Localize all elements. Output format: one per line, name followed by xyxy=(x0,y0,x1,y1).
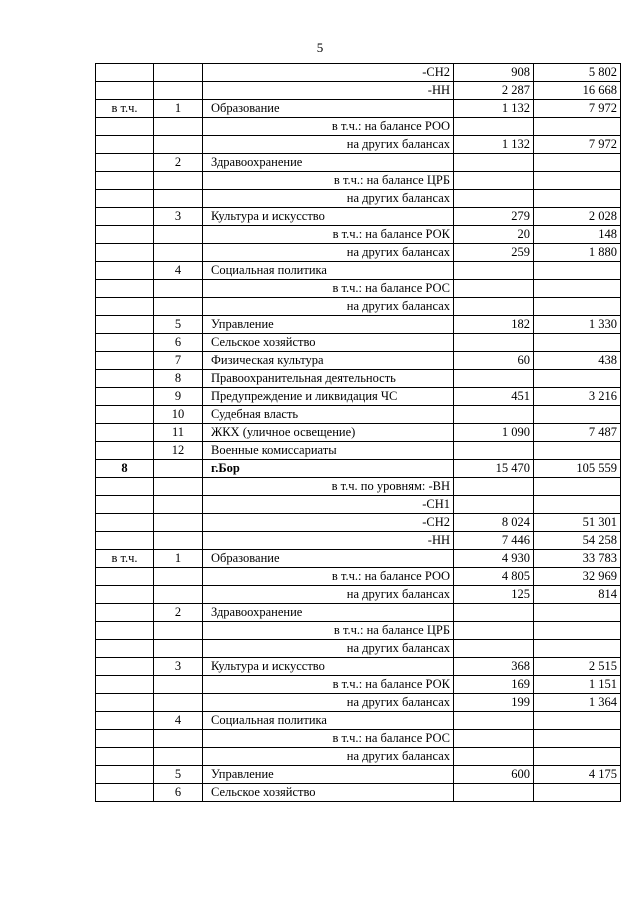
row-value-1-cell: 279 xyxy=(454,208,534,226)
row-label-cell: -НН xyxy=(203,532,454,550)
row-prefix-cell xyxy=(96,172,154,190)
table-row xyxy=(96,532,621,550)
row-prefix-cell xyxy=(96,190,154,208)
row-prefix-cell xyxy=(96,82,154,100)
row-number-cell xyxy=(154,190,203,208)
row-label-cell: Военные комиссариаты xyxy=(203,442,454,460)
row-value-1-cell: 15 470 xyxy=(454,460,534,478)
row-value-1-cell: 2 287 xyxy=(454,82,534,100)
table-row xyxy=(96,352,621,370)
row-prefix-cell xyxy=(96,424,154,442)
row-value-1-cell xyxy=(454,496,534,514)
row-value-2-cell xyxy=(534,442,621,460)
row-value-1-cell xyxy=(454,118,534,136)
row-value-2-cell xyxy=(534,370,621,388)
row-number-cell: 3 xyxy=(154,208,203,226)
row-value-1-cell xyxy=(454,640,534,658)
row-label-cell: в т.ч.: на балансе РОО xyxy=(203,118,454,136)
table-row xyxy=(96,136,621,154)
row-prefix-cell xyxy=(96,118,154,136)
row-prefix-cell xyxy=(96,280,154,298)
row-number-cell: 6 xyxy=(154,334,203,352)
row-value-2-cell xyxy=(534,784,621,802)
row-label-cell: -НН xyxy=(203,82,454,100)
row-value-2-cell xyxy=(534,496,621,514)
row-number-cell xyxy=(154,172,203,190)
row-prefix-cell: в т.ч. xyxy=(96,550,154,568)
row-value-1-cell: 169 xyxy=(454,676,534,694)
row-value-2-cell xyxy=(534,154,621,172)
table-row xyxy=(96,244,621,262)
row-value-2-cell xyxy=(534,172,621,190)
row-label-cell: в т.ч.: на балансе РОС xyxy=(203,280,454,298)
row-number-cell: 6 xyxy=(154,784,203,802)
row-value-2-cell: 7 487 xyxy=(534,424,621,442)
table-row xyxy=(96,478,621,496)
row-number-cell: 4 xyxy=(154,712,203,730)
row-number-cell xyxy=(154,478,203,496)
row-prefix-cell xyxy=(96,262,154,280)
table-row xyxy=(96,64,621,82)
row-label-cell: в т.ч.: на балансе РОК xyxy=(203,676,454,694)
row-value-1-cell xyxy=(454,784,534,802)
row-prefix-cell xyxy=(96,622,154,640)
table-row xyxy=(96,154,621,172)
table-row xyxy=(96,730,621,748)
row-label-cell: Физическая культура xyxy=(203,352,454,370)
row-number-cell: 5 xyxy=(154,766,203,784)
row-prefix-cell xyxy=(96,604,154,622)
row-value-1-cell: 7 446 xyxy=(454,532,534,550)
row-value-1-cell xyxy=(454,478,534,496)
table-row xyxy=(96,712,621,730)
table-row xyxy=(96,208,621,226)
row-value-1-cell: 1 132 xyxy=(454,136,534,154)
row-value-2-cell: 438 xyxy=(534,352,621,370)
table-row xyxy=(96,424,621,442)
row-number-cell: 5 xyxy=(154,316,203,334)
row-value-1-cell xyxy=(454,154,534,172)
row-number-cell xyxy=(154,748,203,766)
table-row xyxy=(96,658,621,676)
row-label-cell: на других балансах xyxy=(203,136,454,154)
row-number-cell xyxy=(154,532,203,550)
row-number-cell: 8 xyxy=(154,370,203,388)
row-prefix-cell xyxy=(96,136,154,154)
row-prefix-cell xyxy=(96,730,154,748)
row-prefix-cell: в т.ч. xyxy=(96,100,154,118)
row-value-2-cell xyxy=(534,262,621,280)
row-label-cell: на других балансах xyxy=(203,244,454,262)
table-body xyxy=(96,64,621,802)
row-prefix-cell xyxy=(96,388,154,406)
row-label-cell: Управление xyxy=(203,316,454,334)
row-label-cell: Управление xyxy=(203,766,454,784)
row-value-2-cell: 7 972 xyxy=(534,100,621,118)
row-label-cell: Культура и искусство xyxy=(203,658,454,676)
row-value-1-cell xyxy=(454,370,534,388)
row-prefix-cell xyxy=(96,586,154,604)
row-value-2-cell xyxy=(534,478,621,496)
row-number-cell: 2 xyxy=(154,154,203,172)
row-value-2-cell xyxy=(534,280,621,298)
table-row xyxy=(96,568,621,586)
row-number-cell xyxy=(154,64,203,82)
row-number-cell xyxy=(154,676,203,694)
table-row xyxy=(96,262,621,280)
row-value-1-cell xyxy=(454,442,534,460)
row-prefix-cell xyxy=(96,334,154,352)
row-label-cell: в т.ч.: на балансе ЦРБ xyxy=(203,172,454,190)
row-label-cell: в т.ч.: на балансе РОС xyxy=(203,730,454,748)
row-number-cell: 1 xyxy=(154,100,203,118)
row-label-cell: на других балансах xyxy=(203,190,454,208)
row-prefix-cell xyxy=(96,568,154,586)
row-value-1-cell: 908 xyxy=(454,64,534,82)
row-value-2-cell: 32 969 xyxy=(534,568,621,586)
row-label-cell: Предупреждение и ликвидация ЧС xyxy=(203,388,454,406)
row-label-cell: Образование xyxy=(203,100,454,118)
row-number-cell xyxy=(154,298,203,316)
row-value-2-cell: 3 216 xyxy=(534,388,621,406)
row-number-cell xyxy=(154,640,203,658)
table-row xyxy=(96,622,621,640)
row-prefix-cell xyxy=(96,226,154,244)
row-value-2-cell: 814 xyxy=(534,586,621,604)
row-number-cell: 2 xyxy=(154,604,203,622)
row-value-2-cell: 2 028 xyxy=(534,208,621,226)
row-value-2-cell xyxy=(534,748,621,766)
table-row xyxy=(96,334,621,352)
row-value-2-cell: 1 151 xyxy=(534,676,621,694)
row-value-2-cell xyxy=(534,712,621,730)
row-value-1-cell xyxy=(454,712,534,730)
row-number-cell xyxy=(154,568,203,586)
table-row xyxy=(96,280,621,298)
row-prefix-cell: 8 xyxy=(96,460,154,478)
row-value-2-cell: 54 258 xyxy=(534,532,621,550)
row-value-2-cell: 5 802 xyxy=(534,64,621,82)
row-value-2-cell xyxy=(534,622,621,640)
row-number-cell xyxy=(154,694,203,712)
row-value-1-cell xyxy=(454,172,534,190)
row-label-cell: Здравоохранение xyxy=(203,604,454,622)
table-row xyxy=(96,370,621,388)
row-number-cell xyxy=(154,118,203,136)
row-prefix-cell xyxy=(96,442,154,460)
row-prefix-cell xyxy=(96,532,154,550)
table-row xyxy=(96,604,621,622)
table-row xyxy=(96,496,621,514)
table-row xyxy=(96,766,621,784)
row-prefix-cell xyxy=(96,694,154,712)
row-number-cell xyxy=(154,730,203,748)
row-value-2-cell xyxy=(534,406,621,424)
row-number-cell xyxy=(154,514,203,532)
row-prefix-cell xyxy=(96,640,154,658)
row-value-1-cell: 182 xyxy=(454,316,534,334)
row-number-cell: 9 xyxy=(154,388,203,406)
row-value-2-cell xyxy=(534,730,621,748)
row-value-2-cell xyxy=(534,298,621,316)
row-prefix-cell xyxy=(96,676,154,694)
row-number-cell xyxy=(154,226,203,244)
row-label-cell: Сельское хозяйство xyxy=(203,334,454,352)
row-prefix-cell xyxy=(96,784,154,802)
row-value-1-cell xyxy=(454,622,534,640)
row-value-1-cell: 125 xyxy=(454,586,534,604)
row-value-1-cell: 8 024 xyxy=(454,514,534,532)
row-label-cell: Судебная власть xyxy=(203,406,454,424)
row-value-2-cell xyxy=(534,604,621,622)
row-prefix-cell xyxy=(96,496,154,514)
row-value-1-cell: 4 930 xyxy=(454,550,534,568)
row-prefix-cell xyxy=(96,406,154,424)
row-label-cell: Образование xyxy=(203,550,454,568)
row-value-2-cell: 7 972 xyxy=(534,136,621,154)
row-number-cell xyxy=(154,460,203,478)
row-value-1-cell xyxy=(454,298,534,316)
table-row xyxy=(96,82,621,100)
table-row xyxy=(96,640,621,658)
row-number-cell xyxy=(154,622,203,640)
row-value-1-cell xyxy=(454,334,534,352)
row-value-1-cell: 60 xyxy=(454,352,534,370)
row-value-1-cell xyxy=(454,262,534,280)
row-number-cell xyxy=(154,82,203,100)
row-prefix-cell xyxy=(96,244,154,262)
row-value-1-cell xyxy=(454,406,534,424)
row-label-cell: на других балансах xyxy=(203,694,454,712)
row-prefix-cell xyxy=(96,658,154,676)
row-value-2-cell: 148 xyxy=(534,226,621,244)
table-row xyxy=(96,514,621,532)
row-label-cell: -СН2 xyxy=(203,64,454,82)
row-label-cell: в т.ч.: на балансе РОО xyxy=(203,568,454,586)
row-label-cell: на других балансах xyxy=(203,298,454,316)
row-number-cell: 12 xyxy=(154,442,203,460)
row-label-cell: Здравоохранение xyxy=(203,154,454,172)
row-label-cell: в т.ч.: на балансе РОК xyxy=(203,226,454,244)
table-row xyxy=(96,694,621,712)
row-prefix-cell xyxy=(96,514,154,532)
table-row xyxy=(96,748,621,766)
row-label-cell: -СН2 xyxy=(203,514,454,532)
table-row xyxy=(96,676,621,694)
row-value-1-cell xyxy=(454,748,534,766)
row-label-cell: ЖКХ (уличное освещение) xyxy=(203,424,454,442)
row-number-cell: 11 xyxy=(154,424,203,442)
row-number-cell xyxy=(154,136,203,154)
row-value-1-cell xyxy=(454,280,534,298)
row-prefix-cell xyxy=(96,208,154,226)
row-value-1-cell: 259 xyxy=(454,244,534,262)
row-value-1-cell xyxy=(454,730,534,748)
row-value-1-cell: 20 xyxy=(454,226,534,244)
table-row xyxy=(96,784,621,802)
row-value-2-cell: 4 175 xyxy=(534,766,621,784)
row-value-1-cell: 1 090 xyxy=(454,424,534,442)
row-value-1-cell: 368 xyxy=(454,658,534,676)
row-value-2-cell xyxy=(534,640,621,658)
row-number-cell: 1 xyxy=(154,550,203,568)
row-value-1-cell: 199 xyxy=(454,694,534,712)
table-row xyxy=(96,586,621,604)
table-row xyxy=(96,460,621,478)
row-label-cell: Сельское хозяйство xyxy=(203,784,454,802)
row-value-2-cell: 1 364 xyxy=(534,694,621,712)
row-value-2-cell xyxy=(534,190,621,208)
row-number-cell xyxy=(154,244,203,262)
table-row xyxy=(96,226,621,244)
row-value-2-cell xyxy=(534,334,621,352)
row-value-1-cell: 600 xyxy=(454,766,534,784)
row-value-2-cell: 105 559 xyxy=(534,460,621,478)
row-label-cell: -СН1 xyxy=(203,496,454,514)
row-label-cell: Культура и искусство xyxy=(203,208,454,226)
row-prefix-cell xyxy=(96,370,154,388)
row-prefix-cell xyxy=(96,766,154,784)
row-number-cell: 10 xyxy=(154,406,203,424)
row-label-cell: Правоохранительная деятельность xyxy=(203,370,454,388)
row-value-2-cell: 2 515 xyxy=(534,658,621,676)
table-row xyxy=(96,172,621,190)
data-table xyxy=(95,63,621,802)
table-row xyxy=(96,118,621,136)
row-prefix-cell xyxy=(96,352,154,370)
row-value-1-cell: 4 805 xyxy=(454,568,534,586)
row-prefix-cell xyxy=(96,712,154,730)
table-row xyxy=(96,388,621,406)
row-value-2-cell: 51 301 xyxy=(534,514,621,532)
row-number-cell xyxy=(154,586,203,604)
row-value-1-cell: 451 xyxy=(454,388,534,406)
row-value-2-cell xyxy=(534,118,621,136)
table-row xyxy=(96,298,621,316)
row-value-1-cell xyxy=(454,190,534,208)
row-prefix-cell xyxy=(96,298,154,316)
table-row xyxy=(96,100,621,118)
table-row xyxy=(96,190,621,208)
row-prefix-cell xyxy=(96,316,154,334)
row-label-cell: на других балансах xyxy=(203,586,454,604)
row-number-cell: 3 xyxy=(154,658,203,676)
row-value-1-cell: 1 132 xyxy=(454,100,534,118)
row-number-cell: 4 xyxy=(154,262,203,280)
row-value-2-cell: 1 880 xyxy=(534,244,621,262)
row-label-cell: в т.ч. по уровням: -ВН xyxy=(203,478,454,496)
page-number: 5 xyxy=(316,40,324,55)
row-label-cell: в т.ч.: на балансе ЦРБ xyxy=(203,622,454,640)
table-row xyxy=(96,442,621,460)
row-label-cell: г.Бор xyxy=(203,460,454,478)
table-row xyxy=(96,550,621,568)
row-label-cell: Социальная политика xyxy=(203,712,454,730)
row-prefix-cell xyxy=(96,478,154,496)
row-prefix-cell xyxy=(96,748,154,766)
row-label-cell: на других балансах xyxy=(203,640,454,658)
row-number-cell xyxy=(154,496,203,514)
table-row xyxy=(96,406,621,424)
row-value-2-cell: 16 668 xyxy=(534,82,621,100)
row-value-2-cell: 33 783 xyxy=(534,550,621,568)
row-value-1-cell xyxy=(454,604,534,622)
table-row xyxy=(96,316,621,334)
row-label-cell: на других балансах xyxy=(203,748,454,766)
row-prefix-cell xyxy=(96,64,154,82)
row-prefix-cell xyxy=(96,154,154,172)
row-label-cell: Социальная политика xyxy=(203,262,454,280)
row-value-2-cell: 1 330 xyxy=(534,316,621,334)
row-number-cell xyxy=(154,280,203,298)
row-number-cell: 7 xyxy=(154,352,203,370)
